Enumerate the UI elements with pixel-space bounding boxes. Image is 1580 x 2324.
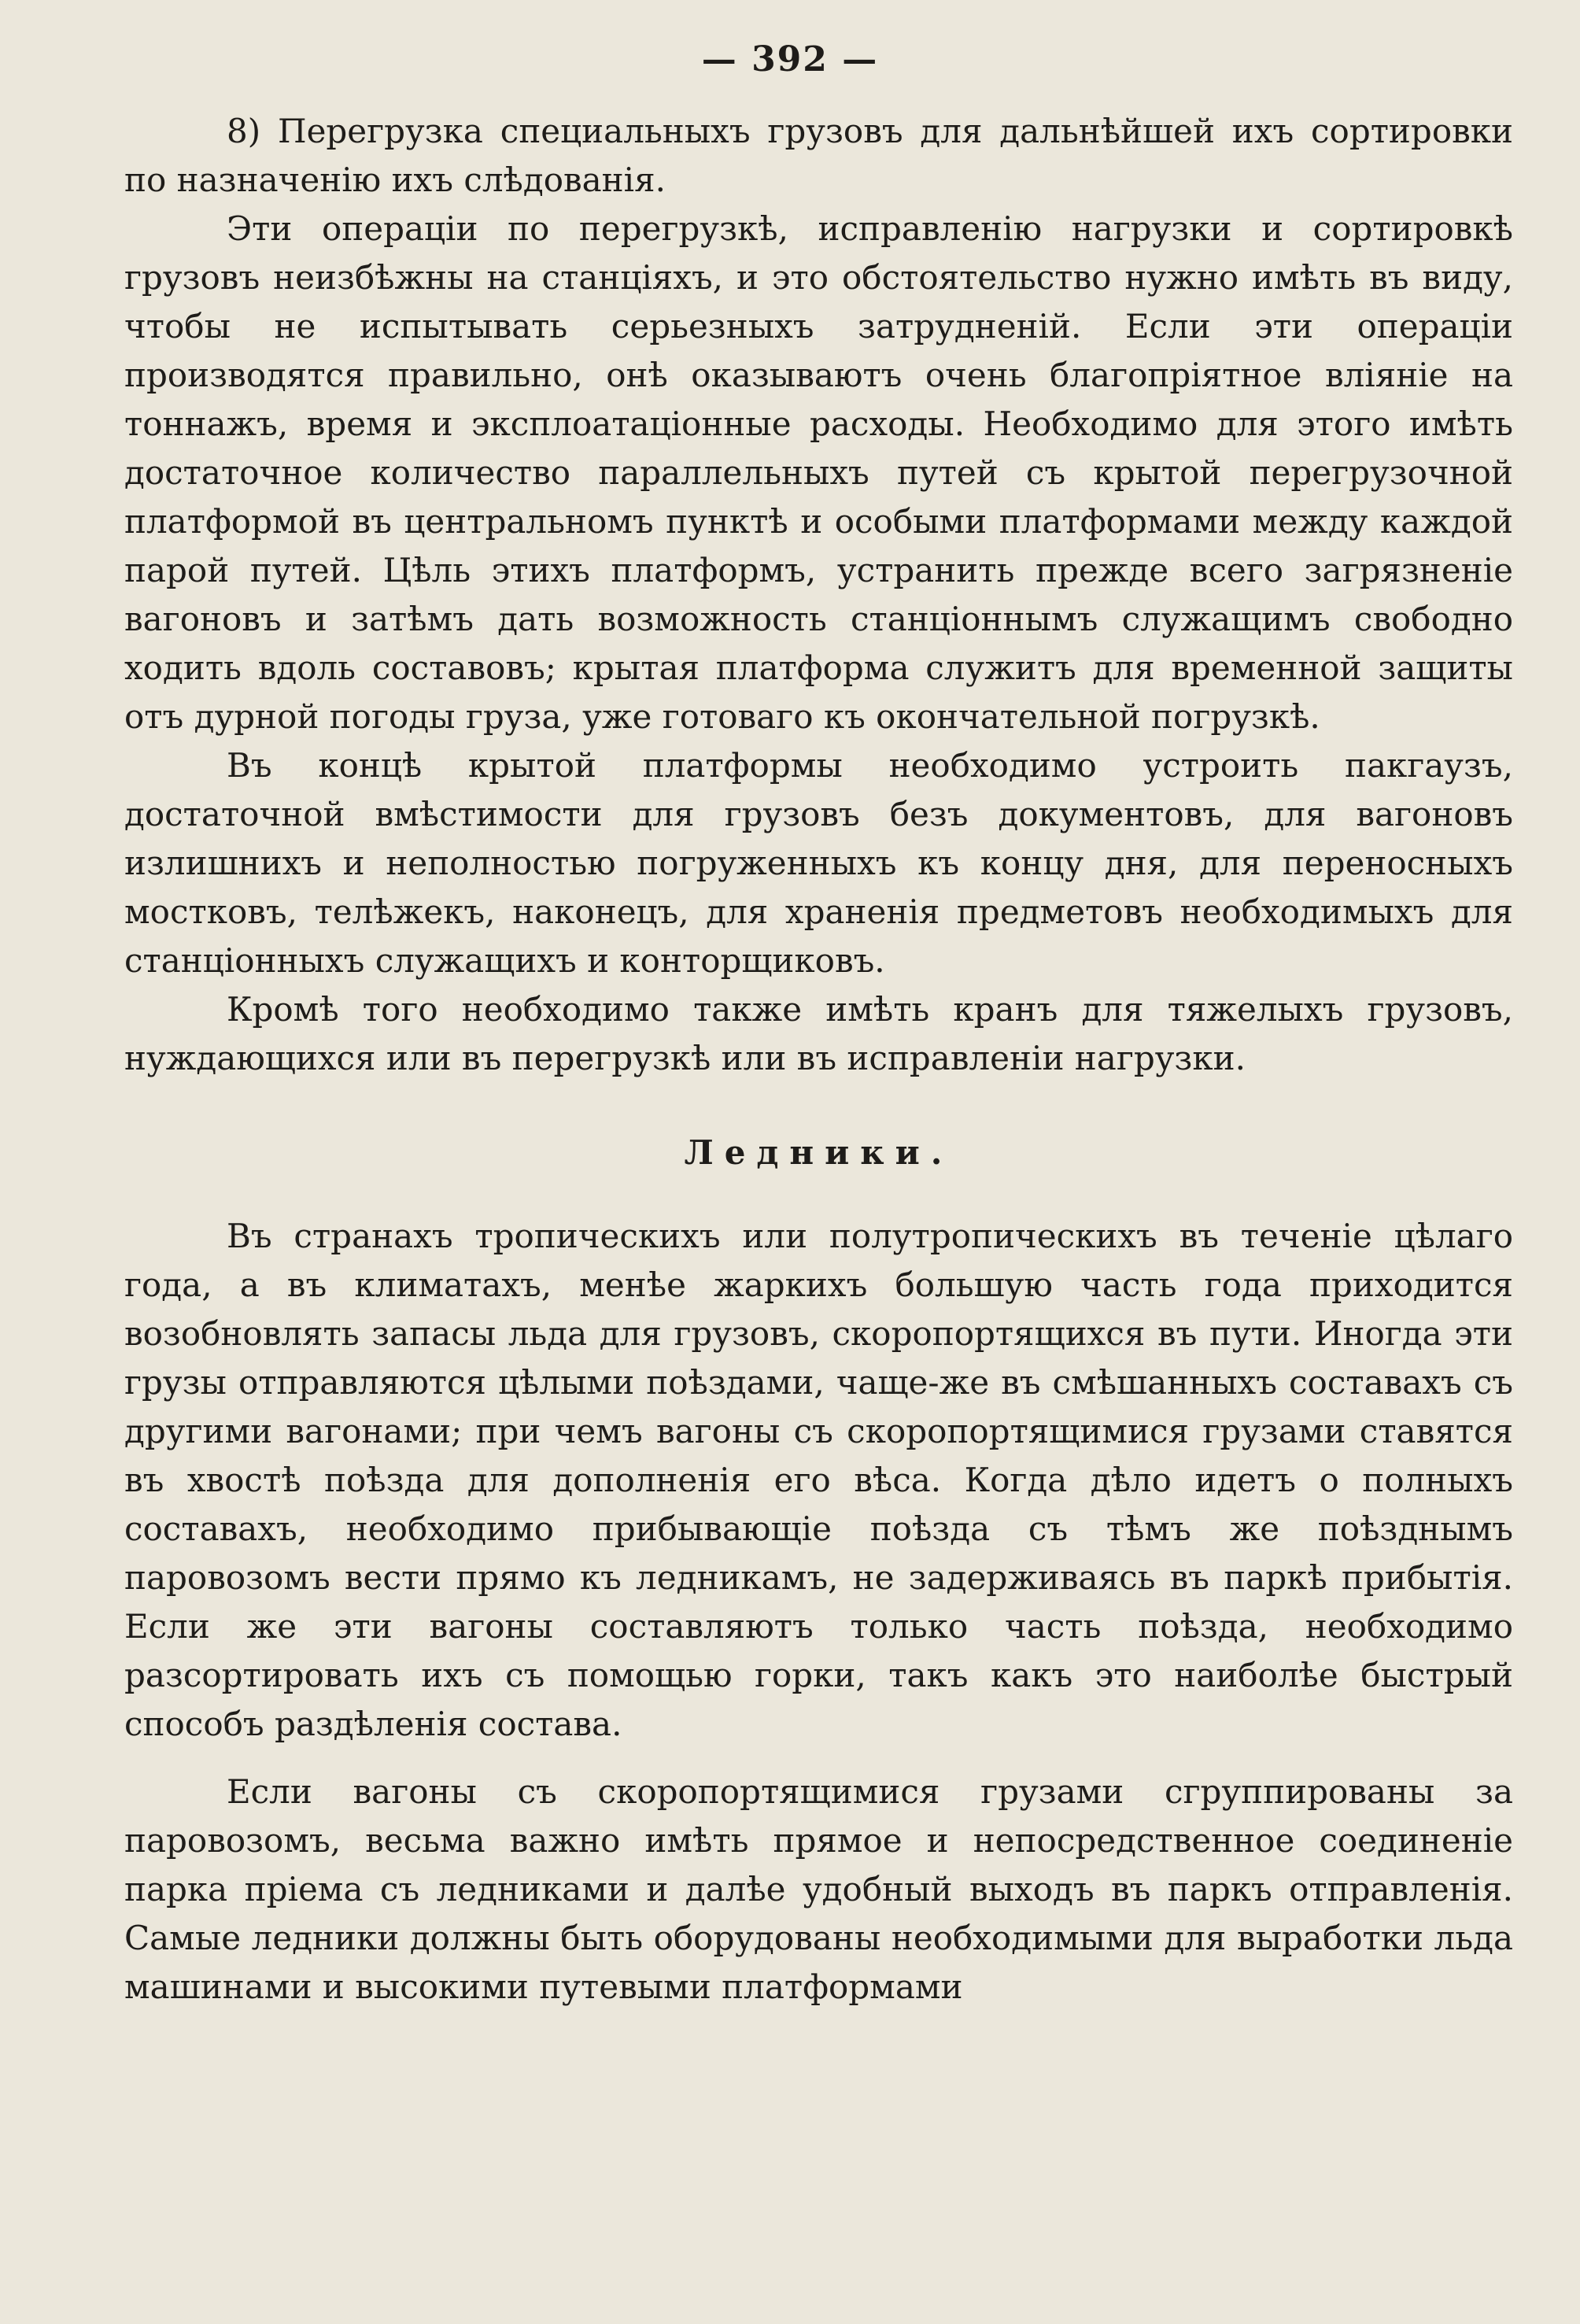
paragraph: Эти операціи по перегрузкѣ, исправленію нагрузки и сортировкѣ грузовъ неизбѣжны на станціяхъ, и это обстоятельство нужно имѣть въ виду, чтобы не испытывать серьезныхъ затрудненій. Если эти операціи производятся правильно, онѣ оказываютъ очень благопріятное вліяніе на тоннажъ, время и эксплоатаціонные расходы. Необходимо для этого имѣть достаточное количество параллельныхъ путей съ крытой перегрузочной платформой въ центральномъ пунктѣ и особыми платформами между каждой парой путей. Цѣль этихъ платформъ, устранить прежде всего загрязненіе вагоновъ и затѣмъ дать возможность станціоннымъ служащимъ свободно ходить вдоль составовъ; крытая платформа служитъ для временной защиты отъ дурной погоды груза, уже готоваго къ окончательной погрузкѣ. <box>124 209 1513 736</box>
paragraph: Если вагоны съ скоропортящимися грузами сгруппированы за паровозомъ, весьма важно имѣть прямое и непосредственное соединеніе парка пріема съ ледниками и далѣе удобный выходъ въ паркъ отправленія. Самые ледники должны быть оборудованы необходимыми для выработки льда машинами и высокими путевыми платформами <box>124 1772 1513 2006</box>
paragraph: 8) Перегрузка специальныхъ грузовъ для дальнѣйшей ихъ сортировки по назначенію ихъ слѣдованія. <box>124 112 1513 199</box>
paragraph: Въ странахъ тропическихъ или полутропическихъ въ теченіе цѣлаго года, а въ климатахъ, менѣе жаркихъ большую часть года приходится возобновлять запасы льда для грузовъ, скоропортящихся въ пути. Иногда эти грузы отправляются цѣлыми поѣздами, чаще-же въ смѣшанныхъ составахъ съ другими вагонами; при чемъ вагоны съ скоропортящимися грузами ставятся въ хвостѣ поѣзда для дополненія его вѣса. Когда дѣло идетъ о полныхъ составахъ, необходимо прибывающіе поѣзда съ тѣмъ же поѣзднымъ паровозомъ вести прямо къ ледникамъ, не задерживаясь въ паркѣ прибытія. Если же эти вагоны составляютъ только часть поѣзда, необходимо разсортировать ихъ съ помощью горки, такъ какъ это наиболѣе быстрый способъ раздѣленія состава. <box>124 1217 1513 1743</box>
body-text <box>124 107 1513 2012</box>
paragraph: Кромѣ того необходимо также имѣть кранъ для тяжелыхъ грузовъ, нуждающихся или въ перегрузкѣ или въ исправленіи нагрузки. <box>124 990 1513 1077</box>
paragraph-spacer <box>124 1749 1513 1768</box>
page-number: — 392 — <box>701 39 879 79</box>
section-heading: Ледники. <box>684 1133 954 1172</box>
paragraph: Въ концѣ крытой платформы необходимо устроить пакгаузъ, достаточной вмѣстимости для грузовъ безъ документовъ, для вагоновъ излишнихъ и неполностью погруженныхъ къ концу дня, для переносныхъ мостковъ, телѣжекъ, наконецъ, для храненія предметовъ необходимыхъ для станціонныхъ служащихъ и конторщиковъ. <box>124 746 1513 980</box>
